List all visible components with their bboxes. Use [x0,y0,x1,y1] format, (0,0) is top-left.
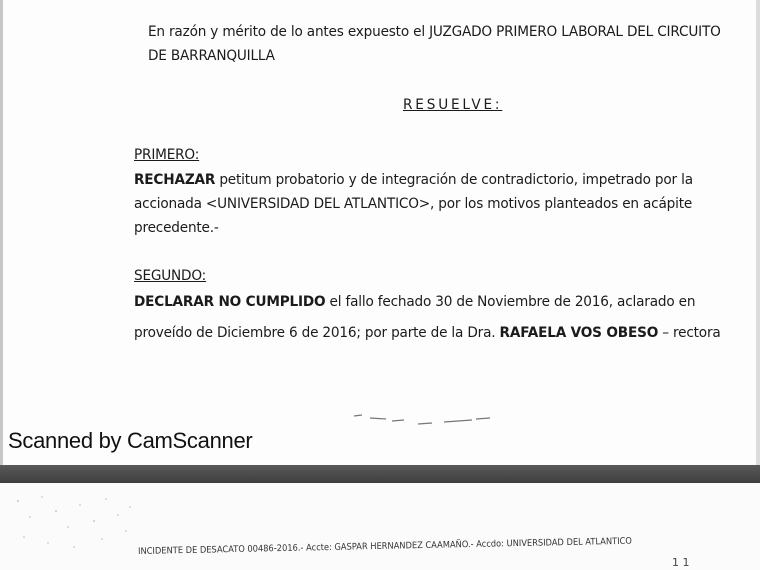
camscanner-watermark: Scanned by CamScanner [8,428,253,453]
scan-noise [8,487,148,557]
segundo-line-1-rest: el fallo fechado 30 de Noviembre de 2016, aclarado en [325,294,696,310]
scan-artifact-marks [352,408,492,428]
segundo-heading: SEGUNDO: [134,268,207,284]
primero-line-1 [134,172,693,188]
segundo-verb: DECLARAR NO CUMPLIDO [134,294,326,310]
page-mark: 1 1 [672,556,690,569]
page-gap [0,465,760,483]
resuelve-heading: RESUELVE: [403,97,503,113]
page-right-edge [756,0,760,465]
segundo-line-2-start: proveído de Diciembre 6 de 2016; por parte de la Dra. [134,325,500,341]
scanned-page-2 [0,483,760,570]
primero-verb: RECHAZAR [134,172,216,188]
segundo-line-1 [134,294,695,310]
intro-line-1: En razón y mérito de lo antes expuesto el JUZGADO PRIMERO LABORAL DEL CIRCUITO [148,24,721,40]
segundo-line-2-end: – rectora [658,325,721,341]
primero-line-2: accionada <UNIVERSIDAD DEL ATLANTICO>, por los motivos planteados en acápite [134,196,693,212]
rector-name: RAFAELA VOS OBESO [499,325,659,341]
case-footer: INCIDENTE DE DESACATO 00486-2016.- Accte: GASPAR HERNANDEZ CAAMAÑO.- Accdo: UNIVERSIDAD DEL ATLANTICO [138,536,633,557]
primero-heading: PRIMERO: [134,147,200,163]
page-left-edge [0,0,3,465]
intro-line-2: DE BARRANQUILLA [148,48,275,64]
primero-line-3: precedente.- [134,220,219,236]
segundo-line-2 [134,325,721,341]
primero-line-1-rest: petitum probatorio y de integración de contradictorio, impetrado por la [215,172,693,188]
